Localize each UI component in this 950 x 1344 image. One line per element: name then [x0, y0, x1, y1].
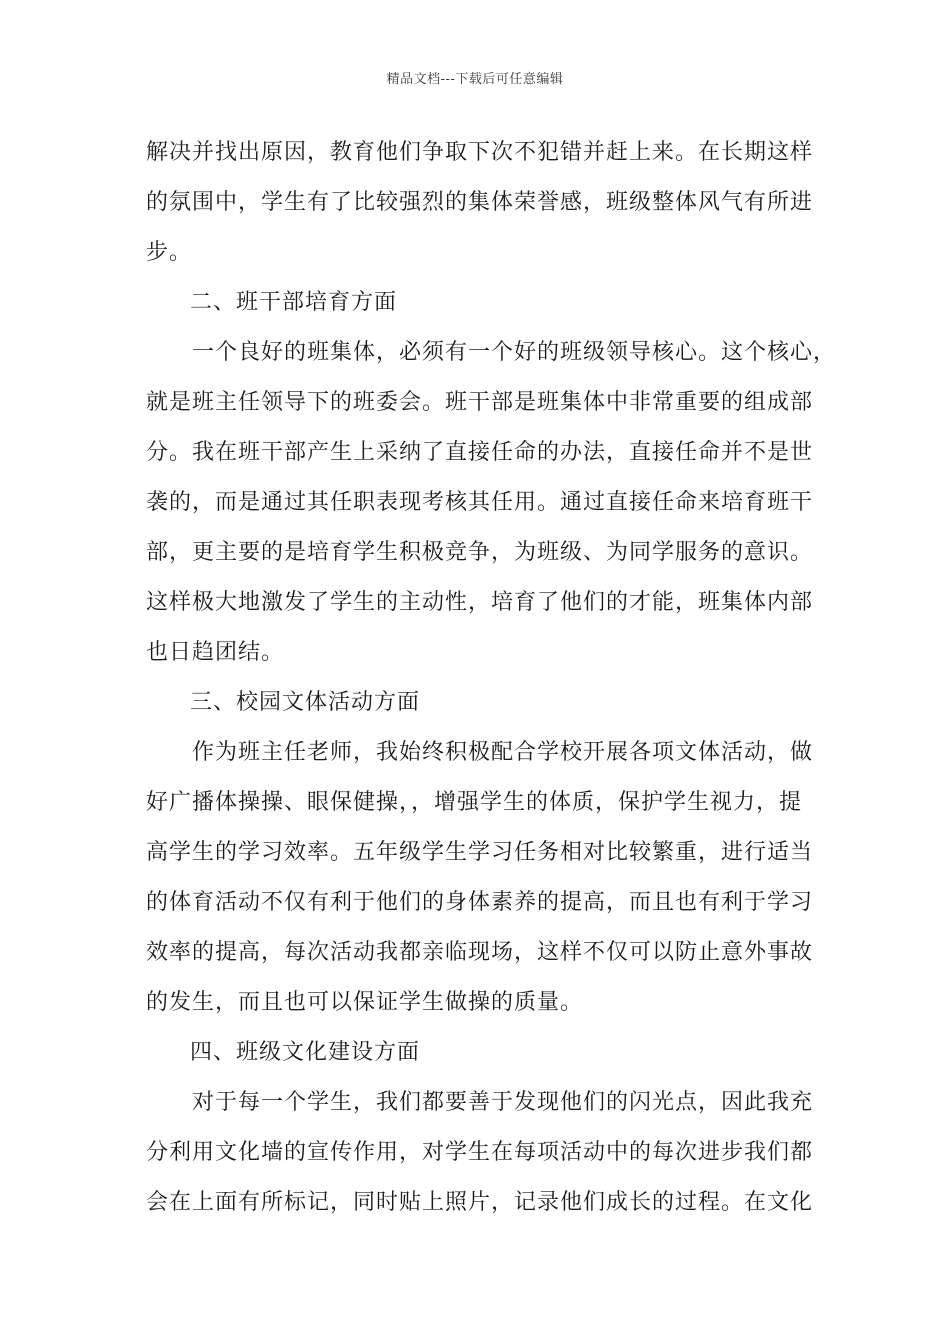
section-heading: 二、班干部培育方面	[190, 290, 398, 315]
text-line: 会在上面有所标记，同时贴上照片，记录他们成长的过程。在文化	[146, 1190, 814, 1215]
section-heading: 三、校园文体活动方面	[190, 690, 421, 715]
text-line: 这样极大地激发了学生的主动性，培育了他们的才能，班集体内部	[146, 590, 814, 615]
text-line: 高学生的学习效率。五年级学生学习任务相对比较繁重，进行适当	[146, 840, 814, 865]
text-line: 好广播体操操、眼保健操，，增强学生的体质，保护学生视力，提	[146, 790, 803, 815]
page-header: 精品文档---下载后可任意编辑	[386, 72, 564, 87]
text-line: 分利用文化墙的宣传作用，对学生在每项活动中的每次进步我们都	[146, 1140, 814, 1165]
text-line: 作为班主任老师，我始终积极配合学校开展各项文体活动，做	[192, 740, 814, 765]
text-line: 效率的提高，每次活动我都亲临现场，这样不仅可以防止意外事故	[146, 940, 814, 965]
text-line: 一个良好的班集体，必须有一个好的班级领导核心。这个核心，	[192, 340, 837, 365]
text-line: 袭的，而是通过其任职表现考核其任用。通过直接任命来培育班干	[146, 490, 814, 515]
text-line: 分。我在班干部产生上采纳了直接任命的办法，直接任命并不是世	[146, 440, 814, 465]
text-line: 的发生，而且也可以保证学生做操的质量。	[146, 990, 584, 1015]
section-heading: 四、班级文化建设方面	[190, 1040, 421, 1065]
text-line: 部，更主要的是培育学生积极竞争，为班级、为同学服务的意识。	[146, 540, 814, 565]
document-body	[146, 128, 837, 1228]
text-line: 解决并找出原因，教育他们争取下次不犯错并赶上来。在长期这样	[146, 140, 814, 165]
text-line: 也日趋团结。	[146, 640, 285, 665]
text-line: 就是班主任领导下的班委会。班干部是班集体中非常重要的组成部	[146, 390, 814, 415]
text-line: 步。	[146, 240, 193, 265]
text-line: 的氛围中，学生有了比较强烈的集体荣誉感，班级整体风气有所进	[146, 190, 814, 215]
text-line: 的体育活动不仅有利于他们的身体素养的提高，而且也有利于学习	[146, 890, 814, 915]
text-line: 对于每一个学生，我们都要善于发现他们的闪光点，因此我充	[192, 1090, 814, 1115]
